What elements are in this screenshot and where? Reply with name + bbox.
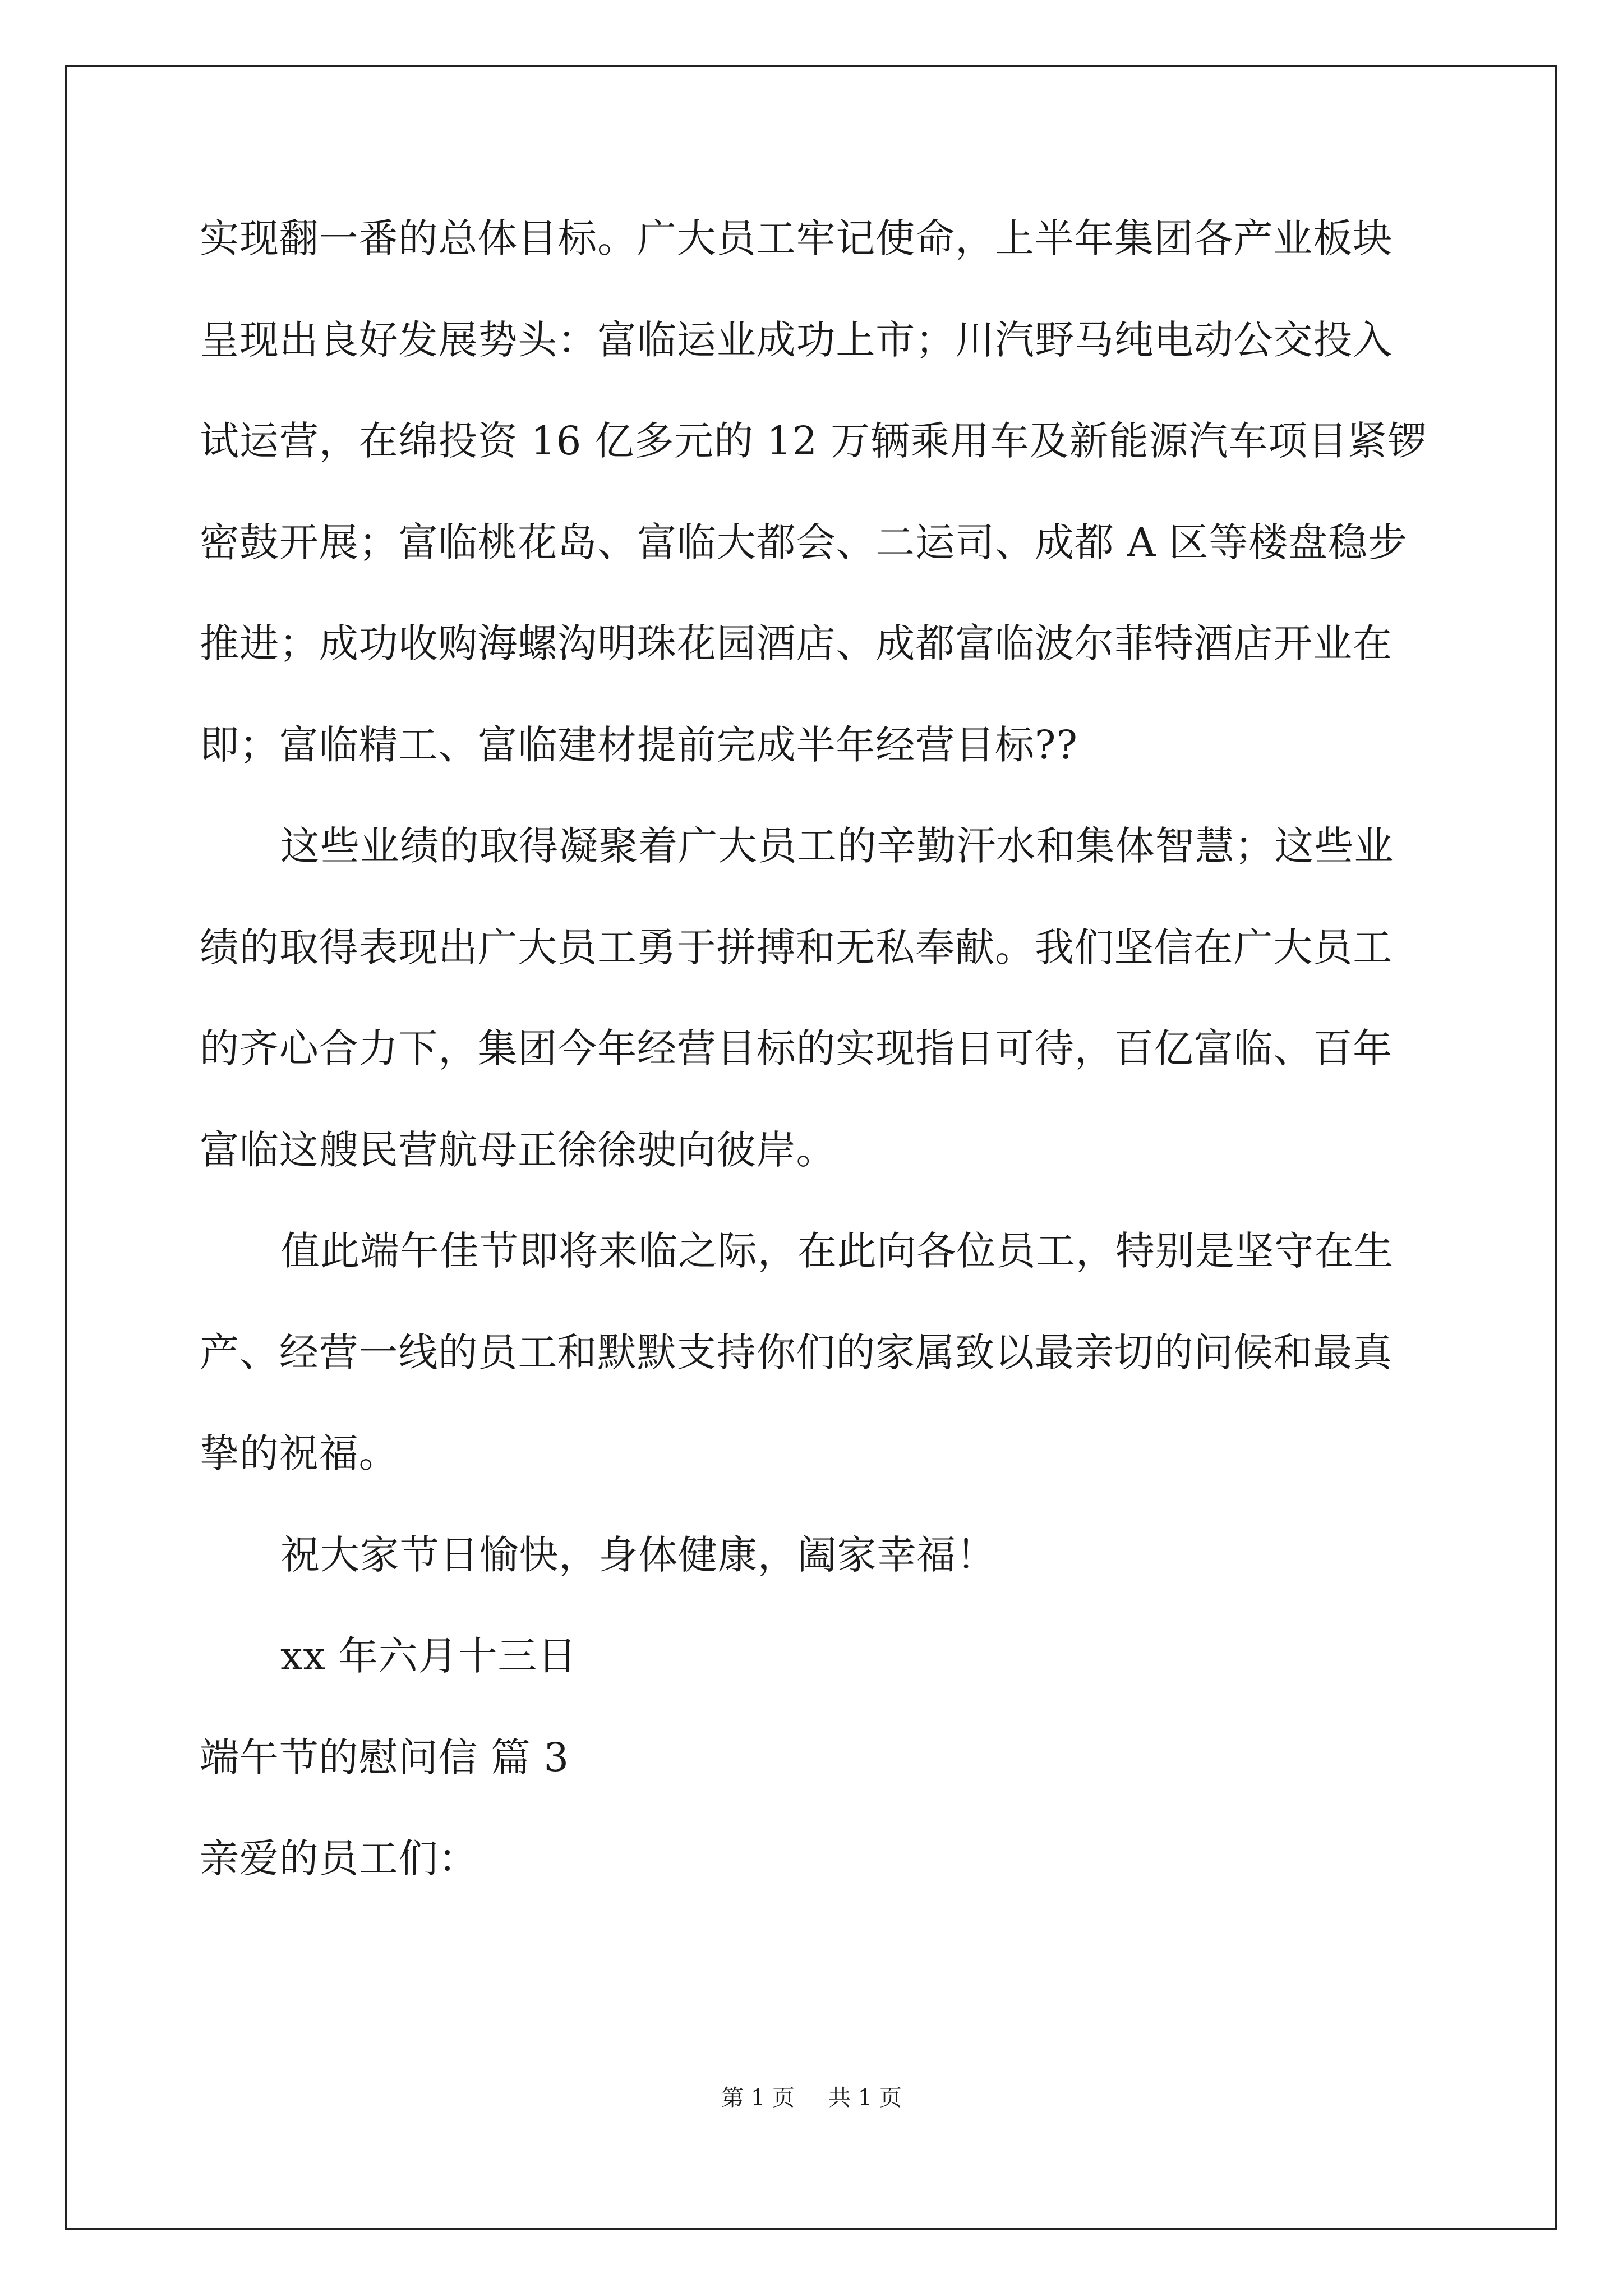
- page-footer: [0, 2087, 1623, 2109]
- text-line: 密鼓开展；富临桃花岛、富临大都会、二运司、成都 A 区等楼盘稳步: [200, 519, 1408, 565]
- text-line: 呈现出良好发展势头：富临运业成功上市；川汽野马纯电动公交投入: [200, 316, 1393, 363]
- salutation: 亲爱的员工们：: [200, 1835, 478, 1881]
- paragraph-start-line: 值此端午佳节即将来临之际，在此向各位员工，特别是坚守在生: [280, 1228, 1394, 1274]
- text-line: 挚的祝福。: [200, 1430, 399, 1476]
- closing-wishes: 祝大家节日愉快，身体健康，阖家幸福！: [280, 1531, 997, 1578]
- document-body: [200, 215, 1433, 1940]
- text-line: 富临这艘民营航母正徐徐驶向彼岸。: [200, 1126, 836, 1173]
- text-line: 实现翻一番的总体目标。广大员工牢记使命，上半年集团各产业板块: [200, 215, 1393, 261]
- letter-date: xx 年六月十三日: [280, 1633, 578, 1679]
- text-line: 推进；成功收购海螺沟明珠花园酒店、成都富临波尔菲特酒店开业在: [200, 620, 1393, 666]
- paragraph-start-line: 这些业绩的取得凝聚着广大员工的辛勤汗水和集体智慧；这些业: [280, 823, 1394, 869]
- text-line: 试运营，在绵投资 16 亿多元的 12 万辆乘用车及新能源汽车项目紧锣: [200, 418, 1427, 464]
- text-line: 产、经营一线的员工和默默支持你们的家属致以最亲切的问候和最真: [200, 1329, 1393, 1375]
- section-heading: 端午节的慰问信 篇 3: [200, 1734, 569, 1780]
- page-total: 共 1 页: [828, 2085, 902, 2111]
- page-number: 第 1 页: [721, 2085, 795, 2111]
- text-line: 即；富临精工、富临建材提前完成半年经营目标??: [200, 721, 1078, 768]
- text-line: 的齐心合力下，集团今年经营目标的实现指日可待，百亿富临、百年: [200, 1025, 1393, 1071]
- text-line: 绩的取得表现出广大员工勇于拼搏和无私奉献。我们坚信在广大员工: [200, 924, 1393, 970]
